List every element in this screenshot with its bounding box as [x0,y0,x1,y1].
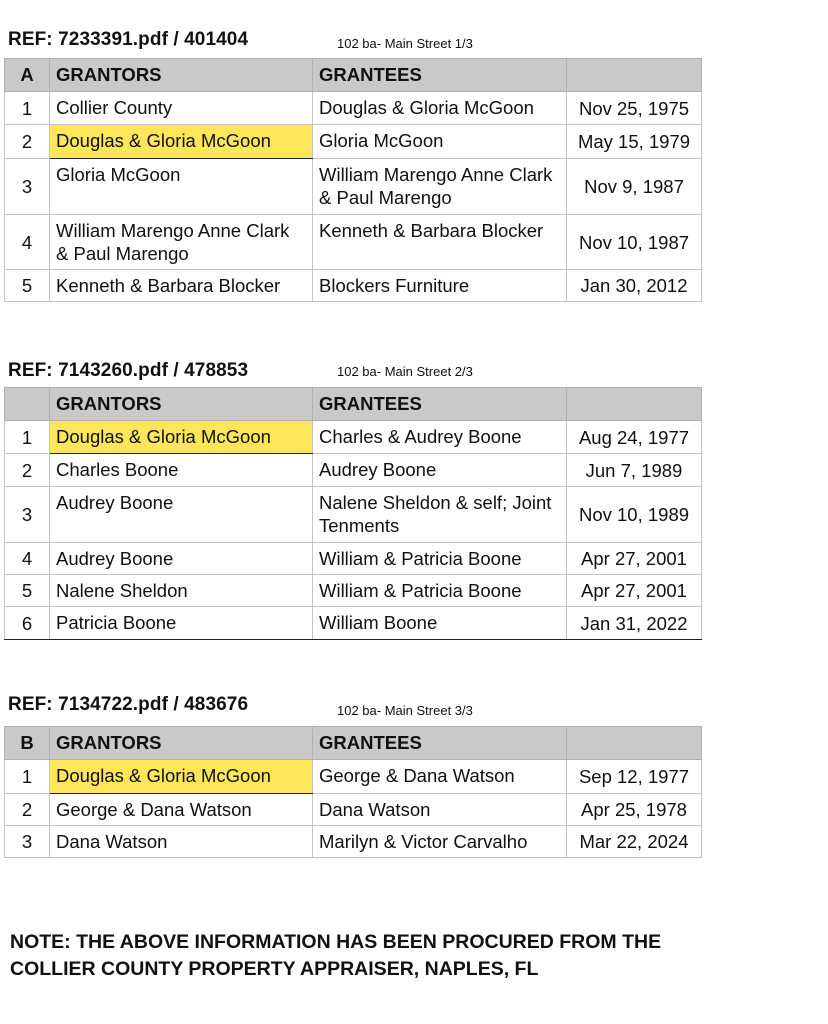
row-number: 1 [5,92,50,125]
table-header [5,59,702,92]
header-date [567,59,702,92]
grantee-cell: Kenneth & Barbara Blocker [313,215,567,270]
header-grantees: GRANTEES [313,59,567,92]
table-row [5,270,702,302]
grantor-cell: Collier County [50,92,313,125]
row-number: 3 [5,826,50,858]
grantee-cell: Marilyn & Victor Carvalho [313,826,567,858]
header-grantees: GRANTEES [313,727,567,760]
grantor-cell: Audrey Boone [50,543,313,575]
grantee-cell: George & Dana Watson [313,760,567,794]
row-number: 4 [5,215,50,270]
header-grantees: GRANTEES [313,388,567,421]
header-letter: A [5,59,50,92]
grantor-cell: Patricia Boone [50,607,313,640]
date-cell: Nov 9, 1987 [567,159,702,215]
row-number: 1 [5,421,50,454]
row-number: 5 [5,270,50,302]
grantor-cell: Charles Boone [50,454,313,487]
header-date [567,388,702,421]
table-row [5,794,702,826]
grantor-cell: Audrey Boone [50,487,313,543]
grantor-cell: William Marengo Anne Clark & Paul Marengo [50,215,313,270]
row-number: 2 [5,125,50,159]
date-cell: Jan 30, 2012 [567,270,702,302]
table-row [5,607,702,640]
date-cell: May 15, 1979 [567,125,702,159]
date-cell: Nov 10, 1989 [567,487,702,543]
row-number: 5 [5,575,50,607]
table-row [5,826,702,858]
grantor-cell-highlighted: Douglas & Gloria McGoon [50,760,313,794]
grantee-cell: Nalene Sheldon & self; Joint Tenments [313,487,567,543]
grantor-cell-highlighted: Douglas & Gloria McGoon [50,421,313,454]
header-grantors: GRANTORS [50,388,313,421]
ref-subtitle-3: 102 ba- Main Street 3/3 [337,703,473,718]
grantor-cell: George & Dana Watson [50,794,313,826]
header-letter: B [5,727,50,760]
date-cell: Mar 22, 2024 [567,826,702,858]
table-row [5,421,702,454]
deed-table-2 [4,387,702,640]
date-cell: Nov 25, 1975 [567,92,702,125]
deed-table-1 [4,58,702,302]
table-row [5,215,702,270]
grantee-cell: Audrey Boone [313,454,567,487]
date-cell: Aug 24, 1977 [567,421,702,454]
deed-table-3 [4,726,702,858]
row-number: 4 [5,543,50,575]
grantee-cell: William Marengo Anne Clark & Paul Marengo [313,159,567,215]
header-date [567,727,702,760]
table-row [5,125,702,159]
grantee-cell: Gloria McGoon [313,125,567,159]
grantee-cell: Dana Watson [313,794,567,826]
date-cell: Apr 27, 2001 [567,575,702,607]
grantee-cell: Charles & Audrey Boone [313,421,567,454]
table-row [5,543,702,575]
table-row [5,575,702,607]
date-cell: Apr 27, 2001 [567,543,702,575]
note-line-2: COLLIER COUNTY PROPERTY APPRAISER, NAPLES, FL [10,958,539,980]
header-grantors: GRANTORS [50,727,313,760]
note-line-1: NOTE: THE ABOVE INFORMATION HAS BEEN PROCURED FROM THE [10,931,662,953]
grantee-cell: William & Patricia Boone [313,543,567,575]
date-cell: Apr 25, 1978 [567,794,702,826]
grantee-cell: William Boone [313,607,567,640]
grantor-cell: Dana Watson [50,826,313,858]
grantee-cell: Douglas & Gloria McGoon [313,92,567,125]
source-note [10,929,770,983]
grantee-cell: William & Patricia Boone [313,575,567,607]
table-row [5,760,702,794]
table-header [5,727,702,760]
table-row [5,159,702,215]
grantee-cell: Blockers Furniture [313,270,567,302]
grantor-cell-highlighted: Douglas & Gloria McGoon [50,125,313,159]
grantor-cell: Gloria McGoon [50,159,313,215]
table-row [5,92,702,125]
table-row [5,454,702,487]
header-grantors: GRANTORS [50,59,313,92]
table-header [5,388,702,421]
ref-subtitle-1: 102 ba- Main Street 1/3 [337,36,473,51]
ref-title-2: REF: 7143260.pdf / 478853 [8,360,249,381]
ref-subtitle-2: 102 ba- Main Street 2/3 [337,364,473,379]
grantor-cell: Nalene Sheldon [50,575,313,607]
date-cell: Jun 7, 1989 [567,454,702,487]
row-number: 3 [5,159,50,215]
date-cell: Nov 10, 1987 [567,215,702,270]
ref-title-1: REF: 7233391.pdf / 401404 [8,29,249,50]
grantor-cell: Kenneth & Barbara Blocker [50,270,313,302]
date-cell: Jan 31, 2022 [567,607,702,640]
row-number: 1 [5,760,50,794]
row-number: 2 [5,794,50,826]
row-number: 6 [5,607,50,640]
table-row [5,487,702,543]
date-cell: Sep 12, 1977 [567,760,702,794]
row-number: 2 [5,454,50,487]
row-number: 3 [5,487,50,543]
ref-title-3: REF: 7134722.pdf / 483676 [8,694,249,715]
header-letter [5,388,50,421]
